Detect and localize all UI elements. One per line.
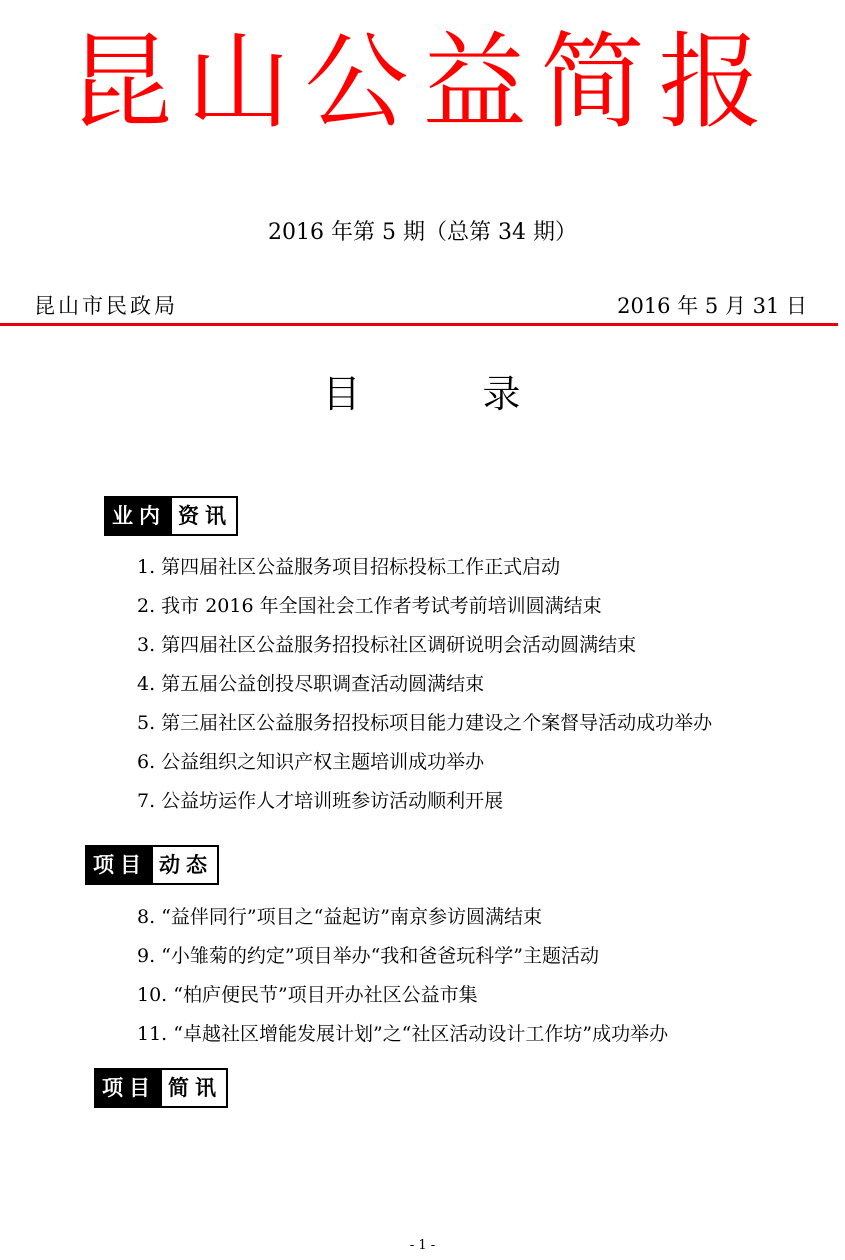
issue-number: 2016 年第 5 期（总第 34 期） — [268, 220, 577, 245]
section-label-project-updates — [85, 845, 219, 885]
toc-item[interactable]: 4. 第五届公益创投尽职调查活动圆满结束 — [137, 673, 485, 695]
toc-item[interactable]: 11. “卓越社区增能发展计划”之“社区活动设计工作坊”成功举办 — [137, 1023, 669, 1045]
toc-list-industry-news — [137, 554, 712, 827]
toc-item[interactable]: 8. “益伴同行”项目之“益起访”南京参访圆满结束 — [137, 906, 543, 928]
toc-item[interactable]: 1. 第四届社区公益服务项目招标投标工作正式启动 — [137, 556, 561, 578]
toc-list-project-updates — [137, 904, 668, 1060]
toc-item[interactable]: 2. 我市 2016 年全国社会工作者考试考前培训圆满结束 — [137, 595, 602, 617]
toc-item[interactable]: 5. 第三届社区公益服务招投标项目能力建设之个案督导活动成功举办 — [137, 712, 713, 734]
page-number: - 1 - — [409, 1238, 436, 1253]
section-label-dark: 项目 — [96, 1070, 162, 1106]
toc-item[interactable]: 10. “柏庐便民节”项目开办社区公益市集 — [137, 984, 478, 1006]
toc-item[interactable]: 3. 第四届社区公益服务招投标社区调研说明会活动圆满结束 — [137, 634, 637, 656]
section-label-light: 简讯 — [162, 1070, 226, 1106]
toc-item[interactable]: 9. “小雏菊的约定”项目举办“我和爸爸玩科学”主题活动 — [137, 945, 600, 967]
publish-date: 2016 年 5 月 31 日 — [617, 294, 807, 318]
section-label-project-briefs — [94, 1068, 228, 1108]
section-label-dark: 业内 — [106, 498, 172, 534]
masthead-title: 昆山公益简报 — [68, 21, 777, 143]
toc-title: 目 录 — [322, 372, 523, 416]
section-label-dark: 项目 — [87, 847, 153, 883]
toc-item[interactable]: 7. 公益坊运作人才培训班参访活动顺利开展 — [137, 790, 504, 812]
red-divider — [0, 323, 838, 326]
section-label-industry-news — [104, 496, 238, 536]
section-label-light: 资讯 — [172, 498, 236, 534]
publisher: 昆山市民政局 — [34, 294, 178, 318]
toc-item[interactable]: 6. 公益组织之知识产权主题培训成功举办 — [137, 751, 485, 773]
section-label-light: 动态 — [153, 847, 217, 883]
